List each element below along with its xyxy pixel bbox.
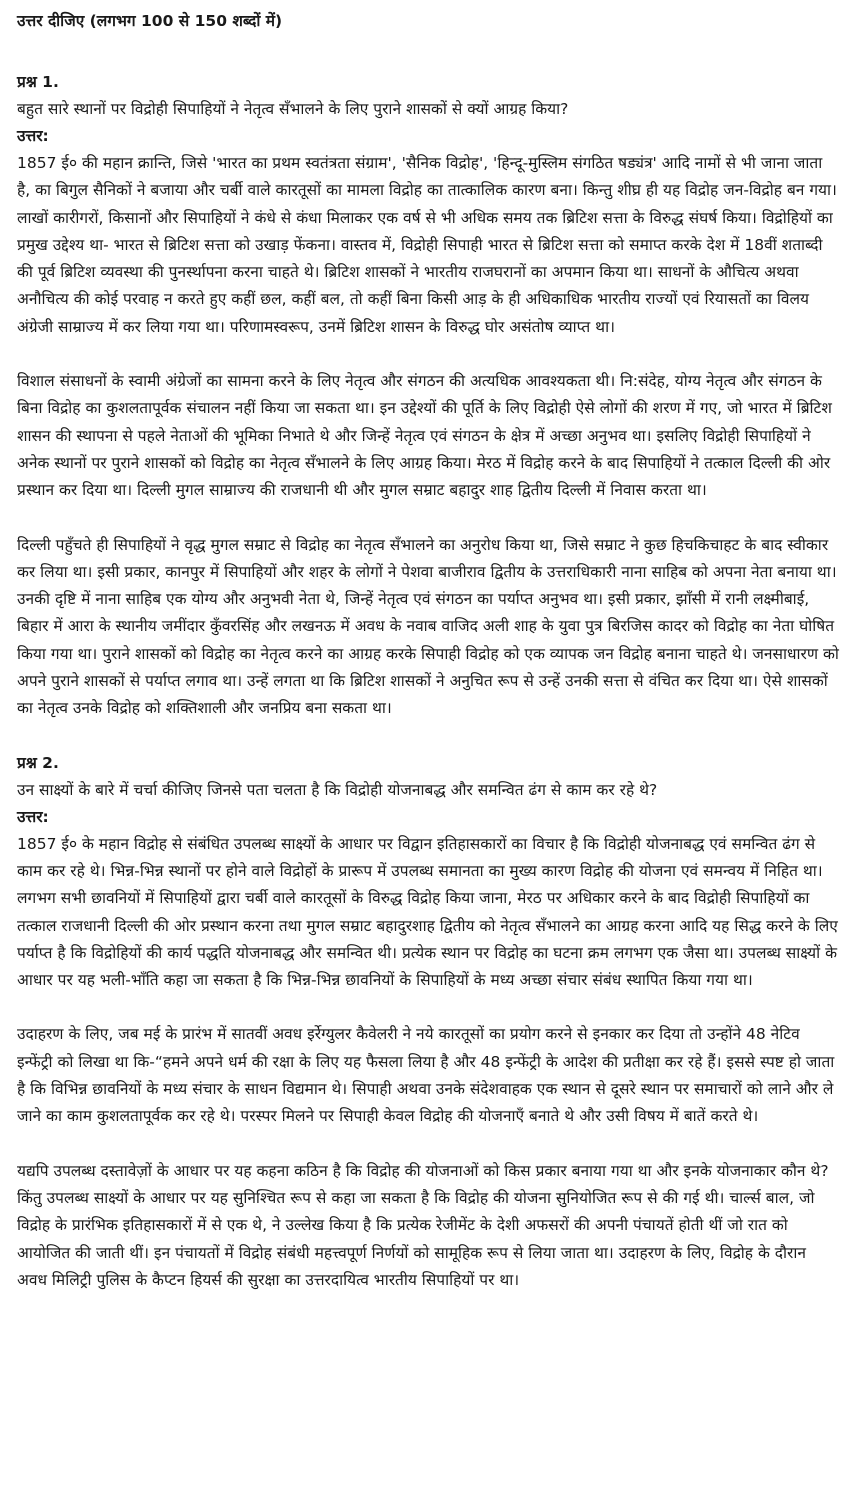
question-2-text: उन साक्ष्यों के बारे में चर्चा कीजिए जिनसे पता चलता है कि विद्रोही योजनाबद्ध और समन्वित ढंग से काम कर रहे थे? xyxy=(17,780,658,799)
answer-2-paragraph-3: यद्यपि उपलब्ध दस्तावेज़ों के आधार पर यह कहना कठिन है कि विद्रोह की योजनाओं को किस प्रकार बनाया गया था और इनके योजनाकार कौन थे? किंतु उपलब्ध साक्ष्यों के आधार पर यह सुनिश्चित रूप से कहा जा सकता है कि विद्रोह की योजना सुनियोजित रूप से की गई थी। चार्ल्स बाल, जो विद्रोह के प्रारंभिक इतिहासकारों में से एक थे, ने उल्लेख किया है कि प्रत्येक रेजीमेंट के देशी अफसरों की अपनी पंचायतें होती थीं जो रात को आयोजित की जाती थीं। इन पंचायतों में विद्रोह संबंधी महत्त्वपूर्ण निर्णयों को सामूहिक रूप से लिया जाता था। उदाहरण के लिए, विद्रोह के दौरान अवध मिलिट्री पुलिस के कैप्टन हियर्स की सुरक्षा का उत्तरदायित्व भारतीय सिपाहियों पर था। xyxy=(17,1161,829,1289)
answer-1-paragraph-2: विशाल संसाधनों के स्वामी अंग्रेजों का सामना करने के लिए नेतृत्व और संगठन की अत्यधिक आवश्यकता थी। नि:संदेह, योग्य नेतृत्व और संगठन के बिना विद्रोह का कुशलतापूर्वक संचालन नहीं किया जा सकता था। इन उद्देश्यों की पूर्ति के लिए विद्रोही ऐसे लोगों की शरण में गए, जो भारत में ब्रिटिश शासन की स्थापना से पहले नेताओं की भूमिका निभाते थे और जिन्हें नेतृत्व एवं संगठन के क्षेत्र में अच्छा अनुभव था। इसलिए विद्रोही सिपाहियों ने अनेक स्थानों पर पुराने शासकों को विद्रोह का नेतृत्व सँभालने के लिए आग्रह किया। मेरठ में विद्रोह करने के बाद सिपाहियों ने तत्काल दिल्ली की ओर प्रस्थान कर दिया था। दिल्ली मुगल साम्राज्य की राजधानी थी और मुगल सम्राट बहादुर शाह द्वितीय दिल्ली में निवास करता था। xyxy=(17,372,832,500)
question-2-section xyxy=(17,750,839,1294)
answer-2-paragraph-2: उदाहरण के लिए, जब मई के प्रारंभ में सातवीं अवध इर्रेग्युलर कैवेलरी ने नये कारतूसों का प्रयोग करने से इनकार कर दिया तो उन्होंने 48 नेटिव इन्फेंट्री को लिखा था कि-“हमने अपने धर्म की रक्षा के लिए यह फैसला लिया है और 48 इन्फेंट्री के आदेश की प्रतीक्षा कर रहे हैं। इससे स्पष्ट हो जाता है कि विभिन्न छावनियों के मध्य संचार के साधन विद्यमान थे। सिपाही अथवा उनके संदेशवाहक एक स्थान से दूसरे स्थान पर समाचारों को लाने और ले जाने का काम कुशलतापूर्वक कर रहे थे। परस्पर मिलने पर सिपाही केवल विद्रोह की योजनाएँ बनाते थे और उसी विषय में बातें करते थे। xyxy=(17,1025,835,1126)
answer-2-label: उत्तर: xyxy=(17,807,49,826)
answer-1-paragraph-1: 1857 ई० की महान क्रान्ति, जिसे 'भारत का प्रथम स्वतंत्रता संग्राम', 'सैनिक विद्रोह', 'हिन्दू-मुस्लिम संगठित षड्यंत्र' आदि नामों से भी जाना जाता है, का बिगुल सैनिकों ने बजाया और चर्बी वाले कारतूसों का मामला विद्रोह का तात्कालिक कारण बना। किन्तु शीघ्र ही यह विद्रोह जन-विद्रोह बन गया। लाखों कारीगरों, किसानों और सिपाहियों ने कंधे से कंधा मिलाकर एक वर्ष से भी अधिक समय तक ब्रिटिश सत्ता के विरुद्ध संघर्ष किया। विद्रोहियों का प्रमुख उद्देश्य था- भारत से ब्रिटिश सत्ता को उखाड़ फेंकना। वास्तव में, विद्रोही सिपाही भारत से ब्रिटिश सत्ता को समाप्त करके देश में 18वीं शताब्दी की पूर्व ब्रिटिश व्यवस्था की पुनर्स्थापना करना चाहते थे। ब्रिटिश शासकों ने भारतीय राजघरानों का अपमान किया था। साधनों के औचित्य अथवा अनौचित्य की कोई परवाह न करते हुए कहीं छल, कहीं बल, तो कहीं बिना किसी आड़ के ही अधिकाधिक भारतीय राज्यों एवं रियासतों का विलय अंग्रेजी साम्राज्य में कर लिया गया था। परिणामस्वरूप, उनमें ब्रिटिश शासन के विरुद्ध घोर असंतोष व्याप्त था। xyxy=(17,154,837,336)
question-1-label: प्रश्न 1. xyxy=(17,73,59,91)
page-heading: उत्तर दीजिए (लगभग 100 से 150 शब्दों में) xyxy=(17,12,283,30)
question-1-text: बहुत सारे स्थानों पर विद्रोही सिपाहियों ने नेतृत्व सँभालने के लिए पुराने शासकों से क्यों आग्रह किया? xyxy=(17,100,569,118)
answer-1-paragraph-3: दिल्ली पहुँचते ही सिपाहियों ने वृद्ध मुगल सम्राट से विद्रोह का नेतृत्व सँभालने का अनुरोध किया था, जिसे सम्राट ने कुछ हिचकिचाहट के बाद स्वीकार कर लिया था। इसी प्रकार, कानपुर में सिपाहियों और शहर के लोगों ने पेशवा बाजीराव द्वितीय के उत्तराधिकारी नाना साहिब को अपना नेता बनाया था। उनकी दृष्टि में नाना साहिब एक योग्य और अनुभवी नेता थे, जिन्हें नेतृत्व एवं संगठन का पर्याप्त अनुभव था। इसी प्रकार, झाँसी में रानी लक्ष्मीबाई, बिहार में आरा के स्थानीय जमींदार कुँवरसिंह और लखनऊ में अवध के नवाब वाजिद अली शाह के युवा पुत्र बिरजिस कादर को विद्रोह का नेता घोषित किया गया था। पुराने शासकों को विद्रोह का नेतृत्व करने का आग्रह करके सिपाही विद्रोह को एक व्यापक जन विद्रोह बनाना चाहते थे। जनसाधारण को अपने पुराने शासकों से पर्याप्त लगाव था। उन्हें लगता था कि ब्रिटिश शासकों ने अनुचित रूप से उन्हें उनकी सत्ता से वंचित कर दिया था। ऐसे शासकों का नेतृत्व उनके विद्रोह को शक्तिशाली और जनप्रिय बना सकता था। xyxy=(17,535,839,718)
question-1-section xyxy=(17,69,839,723)
answer-2-paragraph-1: 1857 ई० के महान विद्रोह से संबंधित उपलब्ध साक्ष्यों के आधार पर विद्वान इतिहासकारों का विचार है कि विद्रोही योजनाबद्ध एवं समन्वित ढंग से काम कर रहे थे। भिन्न-भिन्न स्थानों पर होने वाले विद्रोहों के प्रारूप में उपलब्ध समानता का मुख्य कारण विद्रोह की योजना एवं समन्वय में निहित था। लगभग सभी छावनियों में सिपाहियों द्वारा चर्बी वाले कारतूसों के विरुद्ध विद्रोह किया जाना, मेरठ पर अधिकार करने के बाद विद्रोही सिपाहियों का तत्काल राजधानी दिल्ली की ओर प्रस्थान करना तथा मुगल सम्राट बहादुरशाह द्वितीय को नेतृत्व सँभालने का आग्रह करना आदि यह सिद्ध करने के लिए पर्याप्त है कि विद्रोहियों की कार्य पद्धति योजनाबद्ध और समन्वित थी। प्रत्येक स्थान पर विद्रोह का घटना क्रम लगभग एक जैसा था। उपलब्ध साक्ष्यों के आधार पर यह भली-भाँति कहा जा सकता है कि भिन्न-भिन्न छावनियों के सिपाहियों के मध्य अच्छा संचार संबंध स्थापित किया गया था। xyxy=(17,834,838,990)
question-2-label: प्रश्न 2. xyxy=(17,753,59,772)
answer-1-label: उत्तर: xyxy=(17,127,49,145)
